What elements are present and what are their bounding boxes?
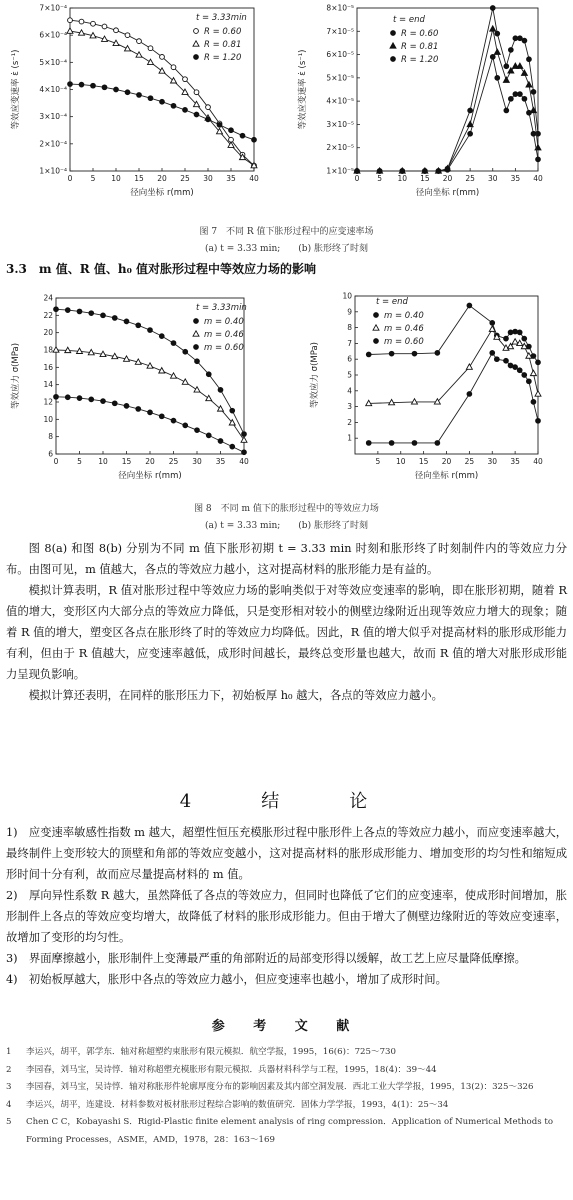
- data-point: [366, 441, 371, 446]
- data-point: [490, 350, 495, 355]
- data-point: [412, 441, 417, 446]
- x-tick-label: 10: [395, 457, 406, 466]
- references-heading: 参 考 文 献: [211, 1019, 362, 1034]
- data-point: [159, 334, 164, 339]
- data-point: [218, 439, 223, 444]
- y-axis-label: 等效应力 σ(MPa): [11, 342, 21, 410]
- legend-marker: [193, 331, 199, 336]
- data-point: [124, 404, 129, 409]
- reference-item: 3 李园春，刘马宝，吴诗惇．轴对称胀形件轮廓厚度分布的影响因素及其内部空洞发展．西北工业大学学报，1995，13(2)：325～326: [6, 1082, 534, 1092]
- data-point: [389, 441, 394, 446]
- x-tick-label: 20: [157, 174, 167, 183]
- data-point: [490, 320, 495, 325]
- data-point: [422, 169, 427, 174]
- data-point: [508, 96, 513, 101]
- data-point: [160, 55, 165, 60]
- x-tick-label: 10: [111, 174, 121, 183]
- conclusion-heading: 4 结 论: [179, 791, 394, 812]
- conclusion-item: 2) 厚向异性系数 R 越大，虽然降低了各点的等效应力，但同时也降低了它们的应变速率，使成形时间增加，胀形制件上各点的等效应变均增大，故降低了材料的胀形成形能力。但由于增大了侧壁边缘附近的等效应变速率，故增加了变形的均匀性。: [6, 889, 567, 944]
- x-tick-label: 5: [77, 457, 82, 466]
- x-tick-label: 40: [533, 457, 543, 466]
- y-tick-label: 3×10⁻⁴: [39, 112, 67, 122]
- data-point: [136, 323, 141, 328]
- data-point: [182, 379, 188, 384]
- x-tick-label: 10: [98, 457, 108, 466]
- data-point: [536, 157, 541, 162]
- legend-marker: [391, 57, 396, 62]
- data-point: [148, 59, 154, 64]
- y-tick-label: 3×10⁻⁵: [326, 119, 354, 129]
- x-tick-label: 35: [226, 174, 236, 183]
- y-tick-label: 16: [43, 362, 53, 372]
- data-point: [101, 399, 106, 404]
- data-point: [114, 28, 119, 33]
- data-point: [171, 103, 176, 108]
- data-point: [445, 167, 450, 172]
- data-point: [252, 137, 257, 142]
- section-title: 3.3 m 值、R 值、h₀ 值对胀形过程中等效应力场的影响: [6, 262, 317, 276]
- data-point: [536, 360, 541, 365]
- y-tick-label: 7×10⁻⁵: [326, 26, 354, 36]
- data-point: [513, 329, 518, 334]
- data-point: [136, 407, 141, 412]
- data-point: [53, 347, 59, 352]
- legend-marker: [374, 313, 379, 318]
- data-point: [148, 410, 153, 415]
- data-point: [467, 303, 472, 308]
- data-point: [521, 70, 527, 75]
- data-point: [517, 330, 522, 335]
- data-point: [102, 24, 107, 29]
- legend-marker: [390, 43, 396, 48]
- y-tick-label: 22: [43, 310, 53, 320]
- legend-marker: [194, 55, 199, 60]
- x-tick-label: 10: [397, 174, 408, 183]
- data-point: [517, 63, 523, 68]
- y-tick-label: 6: [48, 449, 53, 459]
- x-tick-label: 30: [487, 457, 498, 466]
- data-point: [65, 308, 70, 313]
- data-point: [194, 387, 200, 392]
- data-point: [518, 36, 523, 41]
- x-tick-label: 5: [377, 174, 383, 183]
- y-tick-label: 24: [43, 293, 53, 303]
- series-line: [357, 8, 538, 171]
- data-point: [490, 26, 496, 31]
- y-tick-label: 10: [342, 291, 352, 301]
- data-point: [136, 52, 142, 57]
- y-tick-label: 8: [48, 432, 53, 442]
- x-tick-label: 15: [418, 457, 429, 466]
- data-point: [194, 112, 199, 117]
- data-point: [508, 48, 513, 53]
- data-point: [435, 350, 440, 355]
- data-point: [355, 169, 360, 174]
- data-point: [230, 444, 235, 449]
- data-point: [183, 423, 188, 428]
- y-tick-label: 8: [347, 323, 352, 333]
- legend-label: R = 0.81: [204, 40, 242, 50]
- x-tick-label: 30: [203, 174, 213, 183]
- data-point: [206, 395, 212, 400]
- y-tick-label: 4: [347, 386, 352, 396]
- chart-fig7a: [10, 4, 259, 199]
- y-tick-label: 5×10⁻⁴: [39, 57, 67, 67]
- fig8-caption: 图 8 不同 m 值下的胀形过程中的等效应力场: [194, 504, 379, 514]
- data-point: [159, 414, 164, 419]
- legend-label: m = 0.46: [204, 330, 244, 340]
- x-tick-label: 40: [249, 174, 259, 183]
- data-point: [504, 64, 509, 69]
- data-point: [183, 77, 188, 82]
- x-tick-label: 25: [464, 457, 475, 466]
- y-tick-label: 6: [347, 354, 352, 364]
- data-point: [526, 82, 532, 87]
- x-tick-label: 0: [53, 457, 59, 466]
- data-point: [195, 359, 200, 364]
- data-point: [79, 82, 84, 87]
- conclusion-item: 1) 应变速率敏感性指数 m 越大，超塑性恒压充模胀形过程中胀形件上各点的等效应力越小，而应变速率越大，最终制件上变形较大的顶壁和角部的等效应变越小，这对提高材料的胀形成形能力、增加变形的均匀性和缩短成形时间十分有利，故而应尽量提高材料的 m 值。: [6, 826, 567, 881]
- legend-label: R = 0.60: [401, 29, 439, 39]
- data-point: [114, 87, 119, 92]
- data-point: [522, 38, 527, 43]
- x-tick-label: 25: [180, 174, 190, 183]
- x-tick-label: 40: [533, 174, 543, 183]
- data-point: [124, 319, 129, 324]
- y-tick-label: 5×10⁻⁵: [326, 73, 354, 83]
- data-point: [513, 365, 518, 370]
- data-point: [89, 397, 94, 402]
- y-tick-label: 3: [347, 402, 352, 412]
- data-point: [125, 90, 130, 95]
- paragraph: 图 8(a) 和图 8(b) 分别为不同 m 值下胀形初期 t = 3.33 min 时刻和胀形终了时刻制件内的等效应力分布。由图可见，m 值越大，各点的等效应力越小，这对提高材料的胀形能力是有益的。: [6, 542, 567, 576]
- y-axis-label: 等效应变速率 ε̇ (s⁻¹): [298, 49, 308, 130]
- data-point: [468, 131, 473, 136]
- data-point: [366, 352, 371, 357]
- data-point: [206, 117, 211, 122]
- y-axis-label: 等效应力 σ(MPa): [310, 341, 320, 409]
- data-point: [148, 46, 153, 51]
- data-point: [536, 418, 541, 423]
- data-point: [148, 96, 153, 101]
- data-point: [522, 373, 527, 378]
- data-point: [148, 328, 153, 333]
- y-axis-label: 等效应变速率 ε̇ (s⁻¹): [11, 49, 21, 130]
- legend-marker: [194, 345, 199, 350]
- figure-7: [0, 0, 573, 232]
- x-tick-label: 20: [441, 457, 452, 466]
- data-point: [527, 57, 532, 62]
- chart-fig8a: [10, 294, 249, 482]
- x-tick-label: 0: [354, 174, 360, 183]
- y-tick-label: 18: [43, 345, 53, 355]
- series-line: [70, 31, 254, 166]
- y-tick-label: 9: [347, 307, 352, 317]
- y-tick-label: 5: [347, 370, 352, 380]
- data-point: [194, 90, 199, 95]
- data-point: [411, 399, 417, 404]
- legend-label: m = 0.40: [384, 311, 424, 321]
- data-point: [512, 339, 518, 344]
- data-point: [68, 82, 73, 87]
- legend-marker: [194, 319, 199, 324]
- x-axis-label: 径向坐标 r(mm): [118, 471, 182, 481]
- data-point: [435, 441, 440, 446]
- data-point: [54, 394, 59, 399]
- legend-label: R = 1.20: [401, 55, 439, 65]
- plot-frame: [355, 296, 538, 454]
- data-point: [504, 108, 509, 113]
- y-tick-label: 10: [43, 414, 53, 424]
- data-point: [206, 372, 211, 377]
- x-tick-label: 30: [487, 174, 498, 183]
- legend-marker: [193, 41, 199, 46]
- legend-title: t = 3.33min: [196, 303, 247, 313]
- y-tick-label: 1×10⁻⁴: [39, 166, 67, 176]
- data-point: [527, 110, 532, 115]
- data-point: [125, 33, 130, 38]
- x-tick-label: 30: [192, 457, 202, 466]
- data-point: [206, 433, 211, 438]
- legend-marker: [194, 29, 199, 34]
- legend-marker: [391, 31, 396, 36]
- data-point: [518, 92, 523, 97]
- data-point: [54, 307, 59, 312]
- data-point: [494, 49, 500, 54]
- x-tick-label: 35: [215, 457, 226, 466]
- data-point: [67, 28, 73, 33]
- data-point: [79, 19, 84, 24]
- data-point: [531, 399, 536, 404]
- data-point: [490, 55, 495, 60]
- data-point: [102, 85, 107, 90]
- x-tick-label: 35: [510, 174, 521, 183]
- y-tick-label: 2×10⁻⁵: [326, 143, 354, 153]
- data-point: [183, 349, 188, 354]
- data-point: [436, 169, 441, 174]
- y-tick-label: 7: [347, 338, 352, 348]
- x-tick-label: 25: [465, 174, 475, 183]
- data-point: [468, 108, 473, 113]
- data-point: [467, 392, 472, 397]
- x-tick-label: 40: [239, 457, 249, 466]
- legend-title: t = end: [376, 297, 408, 307]
- legend-label: m = 0.60: [204, 343, 244, 353]
- conclusion-item: 4) 初始板厚越大，胀形中各点的等效应力越小，但应变速率也越小，增加了成形时间。: [6, 973, 447, 986]
- x-axis-label: 径向坐标 r(mm): [415, 188, 480, 198]
- legend-label: R = 0.81: [401, 42, 439, 52]
- data-point: [171, 78, 177, 83]
- data-point: [377, 169, 382, 174]
- chart-fig7b: [297, 4, 543, 199]
- conclusions: [0, 822, 573, 990]
- fig8-subcaption: (a) t = 3.33 min; (b) 胀形终了时刻: [205, 521, 368, 531]
- chart-fig8b: [309, 292, 543, 482]
- series-line: [357, 57, 538, 171]
- data-point: [218, 387, 223, 392]
- data-point: [229, 128, 234, 133]
- conclusion-item: 3) 界面摩擦越小，胀形制件上变薄最严重的角部附近的局部变形得以缓解，故工艺上应尽量降低摩擦。: [6, 952, 526, 965]
- data-point: [494, 357, 499, 362]
- body-text: [0, 538, 573, 706]
- data-point: [522, 336, 527, 341]
- data-point: [466, 364, 472, 369]
- legend-label: m = 0.40: [204, 317, 244, 327]
- reference-item: 1 李运兴，胡平，郭学东．轴对称超塑约束胀形有限元模拟．航空学报，1995，16(6)：725～730: [6, 1047, 396, 1057]
- y-tick-label: 7×10⁻⁴: [39, 3, 67, 13]
- series-line: [70, 84, 254, 140]
- data-point: [137, 93, 142, 98]
- data-point: [91, 21, 96, 26]
- data-point: [526, 379, 531, 384]
- data-point: [242, 432, 247, 437]
- data-point: [508, 363, 513, 368]
- x-axis-label: 径向坐标 r(mm): [130, 188, 194, 198]
- data-point: [504, 336, 509, 341]
- y-tick-label: 14: [43, 380, 53, 390]
- data-point: [490, 6, 495, 11]
- data-point: [503, 77, 509, 82]
- data-point: [531, 131, 536, 136]
- x-tick-label: 20: [442, 174, 453, 183]
- paragraph: 模拟计算还表明，在同样的胀形压力下，初始板厚 h₀ 越大，各点的等效应力越小。: [28, 689, 443, 702]
- reference-item: 5 Chen C C，Kobayashi S．Rigid-Plastic finite element analysis of ring compression．Application of Numerical Methods to Forming Processes，ASME，AMD，1978，28：163～169: [6, 1117, 554, 1145]
- fig7-subcaption: (a) t = 3.33 min; (b) 胀形终了时刻: [205, 244, 368, 254]
- data-point: [171, 341, 176, 346]
- data-point: [389, 351, 394, 356]
- y-tick-label: 6×10⁻⁴: [39, 30, 67, 40]
- x-tick-label: 35: [510, 457, 520, 466]
- figure-8: [0, 282, 573, 490]
- data-point: [400, 169, 405, 174]
- y-tick-label: 6×10⁻⁵: [326, 50, 354, 60]
- data-point: [195, 428, 200, 433]
- data-point: [171, 65, 176, 70]
- data-point: [531, 89, 536, 94]
- data-point: [112, 316, 117, 321]
- data-point: [230, 408, 235, 413]
- x-tick-label: 20: [145, 457, 155, 466]
- x-tick-label: 25: [168, 457, 179, 466]
- data-point: [535, 391, 541, 396]
- y-tick-label: 2: [347, 417, 352, 427]
- data-point: [217, 122, 222, 127]
- data-point: [101, 313, 106, 318]
- x-tick-label: 15: [134, 174, 144, 183]
- data-point: [160, 99, 165, 104]
- x-axis-label: 径向坐标 r(mm): [414, 471, 479, 481]
- data-point: [495, 31, 500, 36]
- references-list: [6, 1044, 567, 1149]
- legend-label: m = 0.46: [384, 324, 424, 334]
- y-tick-label: 1×10⁻⁵: [326, 166, 354, 176]
- x-tick-label: 5: [375, 457, 381, 466]
- data-point: [77, 396, 82, 401]
- y-tick-label: 4×10⁻⁵: [326, 96, 354, 106]
- data-point: [412, 351, 417, 356]
- data-point: [137, 39, 142, 44]
- legend-label: m = 0.60: [384, 337, 424, 347]
- data-point: [240, 133, 245, 138]
- data-point: [508, 330, 513, 335]
- data-point: [206, 105, 211, 110]
- plot-frame: [357, 8, 538, 171]
- data-point: [389, 399, 395, 404]
- data-point: [112, 401, 117, 406]
- legend-title: t = 3.33min: [196, 13, 247, 23]
- data-point: [530, 370, 536, 375]
- fig7-caption: 图 7 不同 R 值下胀形过程中的应变速率场: [199, 227, 374, 237]
- y-tick-label: 20: [43, 328, 53, 338]
- paragraph: 模拟计算表明，R 值对胀形过程中等效应力场的影响类似于对等效应变速率的影响，即在胀形初期，随着 R 值的增大，变形区内大部分点的等效应力降低，只是变形相对较小的侧壁边缘附近出现等效应力增大的现象；随着 R 值的增大，塑变区各点在胀形终了时的等效应力均降低。因此，R 值的增大似乎对提高材料的胀形成形能力有利，但由于 R 值越大，应变速率越低，成形时间越长，最终总变形量也越大，故而 R 值的增大对胀形成形能力呈现负影响。: [6, 584, 567, 681]
- reference-item: 4 李运兴，胡平，连建设．材料参数对板材胀形过程综合影响的数值研究．固体力学学报，1993，4(1)：25～34: [6, 1099, 449, 1110]
- x-tick-label: 5: [90, 174, 96, 183]
- data-point: [242, 450, 247, 455]
- data-point: [171, 418, 176, 423]
- x-tick-label: 15: [420, 174, 430, 183]
- data-point: [183, 107, 188, 112]
- data-point: [68, 18, 73, 23]
- legend-marker: [374, 339, 379, 344]
- data-point: [91, 83, 96, 88]
- legend-marker: [373, 325, 379, 330]
- y-tick-label: 1: [347, 433, 352, 443]
- y-tick-label: 8×10⁻⁵: [326, 3, 354, 13]
- data-point: [65, 395, 70, 400]
- y-tick-label: 2×10⁻⁴: [39, 139, 67, 149]
- data-point: [495, 75, 500, 80]
- legend-title: t = end: [393, 15, 425, 25]
- legend-label: R = 1.20: [204, 53, 242, 63]
- data-point: [504, 358, 509, 363]
- data-point: [77, 309, 82, 314]
- reference-item: 2 李园春，刘马宝，吴诗惇．轴对称超塑充模胀形有限元模拟．兵器材料科学与工程，1995，18(4)：39～44: [6, 1064, 437, 1075]
- data-point: [159, 68, 165, 73]
- y-tick-label: 4×10⁻⁴: [39, 85, 67, 94]
- data-point: [517, 368, 522, 373]
- data-point: [522, 96, 527, 101]
- data-point: [89, 311, 94, 316]
- y-tick-label: 12: [43, 397, 53, 407]
- x-tick-label: 15: [121, 457, 132, 466]
- legend-label: R = 0.60: [204, 27, 242, 37]
- x-tick-label: 0: [67, 174, 73, 183]
